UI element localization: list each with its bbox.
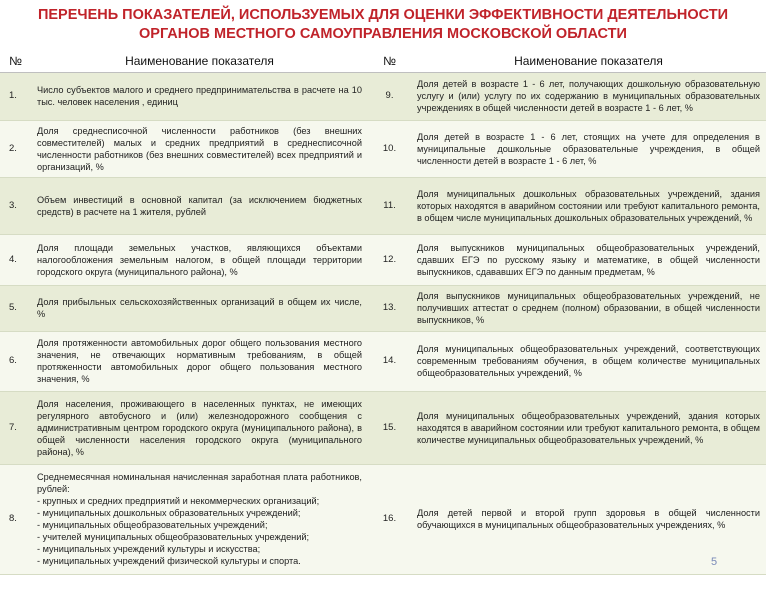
list-item: - муниципальных учреждений культуры и искусства; [37, 544, 261, 554]
row-number: 12. [368, 234, 411, 285]
row-number: 6. [0, 331, 31, 391]
list-item: - учителей муниципальных общеобразовательных учреждений; [37, 532, 310, 542]
row-number: 2. [0, 120, 31, 177]
table-row [0, 72, 766, 120]
indicator-text: Доля среднесписочной численности работников (без внешних совместителей) малых и средних предприятий в среднесписочной численности работников (без внешних совместителей) всех предприятий и организаций, % [31, 120, 368, 177]
indicator-text: Доля детей в возрасте 1 - 6 лет, стоящих на учете для определения в муниципальные дошкольные образовательные учреждения, в общей численности детей в возрасте 1 - 6 лет, % [411, 120, 766, 177]
table-row [0, 464, 766, 574]
header-name-left: Наименование показателя [31, 50, 368, 72]
table-row [0, 120, 766, 177]
row-number: 14. [368, 331, 411, 391]
indicator-text: Доля площади земельных участков, являющихся объектами налогообложения земельным налогом, в общей площади территории городского округа (муниципального района), % [31, 234, 368, 285]
indicator-text: Доля протяженности автомобильных дорог общего пользования местного значения, не отвечающих нормативным требованиям, в общей протяженности автомобильных дорог общего пользования местного значения, % [31, 331, 368, 391]
list-item: - муниципальных учреждений физической культуры и спорта. [37, 556, 301, 566]
salary-intro: Среднемесячная номинальная начисленная заработная плата работников, рублей: [37, 472, 362, 494]
indicator-text: Число субъектов малого и среднего предпринимательства в расчете на 10 тыс. человек населения , единиц [31, 72, 368, 120]
list-item: - муниципальных общеобразовательных учреждений; [37, 520, 268, 530]
table-row [0, 391, 766, 464]
table-row [0, 234, 766, 285]
indicator-text: Доля прибыльных сельскохозяйственных организаций в общем их числе, % [31, 285, 368, 331]
indicator-text: Доля муниципальных общеобразовательных учреждений, здания которых находятся в аварийном состоянии или требуют капитального ремонта, в общем количестве муниципальных общеобразовательных учреждений, % [411, 391, 766, 464]
row-number: 4. [0, 234, 31, 285]
indicator-text: Доля детей первой и второй групп здоровья в общей численности обучающихся в муниципальных общеобразовательных учреждениях, % [411, 464, 766, 574]
list-item: - муниципальных дошкольных образовательных учреждений; [37, 508, 301, 518]
table-header-row [0, 50, 766, 72]
row-number: 9. [368, 72, 411, 120]
indicator-text: Объем инвестиций в основной капитал (за исключением бюджетных средств) в расчете на 1 жителя, рублей [31, 177, 368, 234]
indicators-table [0, 50, 766, 575]
indicator-text: Доля муниципальных дошкольных образовательных учреждений, здания которых находятся в аварийном состоянии или требуют капитального ремонта, в общем числе муниципальных дошкольных образовательных учреждений, % [411, 177, 766, 234]
table-row [0, 177, 766, 234]
slide-number: 5 [711, 556, 718, 568]
header-num-right: № [368, 50, 411, 72]
row-number: 11. [368, 177, 411, 234]
title-line-1: ПЕРЕЧЕНЬ ПОКАЗАТЕЛЕЙ, ИСПОЛЬЗУЕМЫХ ДЛЯ ОЦЕНКИ ЭФФЕКТИВНОСТИ ДЕЯТЕЛЬНОСТИ [37, 7, 729, 23]
header-name-right: Наименование показателя [411, 50, 766, 72]
indicator-text: Доля муниципальных общеобразовательных учреждений, соответствующих современным требованиям обучения, в общем количестве муниципальных общеобразовательных учреждений, % [411, 331, 766, 391]
indicator-text: Доля детей в возрасте 1 - 6 лет, получающих дошкольную образовательную услугу и (или) услугу по их содержанию в муниципальных образовательных учреждениях в общей численности детей в возрасте 1 - 6 лет, % [411, 72, 766, 120]
header-num-left: № [0, 50, 31, 72]
indicator-text: Доля населения, проживающего в населенных пунктах, не имеющих регулярного автобусного и (или) железнодорожного сообщения с административным центром городского округа (муниципального района), в общей численности населения городского округа (муниципального района), % [31, 391, 368, 464]
table-row [0, 331, 766, 391]
row-number: 10. [368, 120, 411, 177]
row-number: 16. [368, 464, 411, 574]
indicator-text: Доля выпускников муниципальных общеобразовательных учреждений, сдавших ЕГЭ по русскому языку и математике, в общей численности выпускников, сдававших ЕГЭ по данным предметам, % [411, 234, 766, 285]
list-item: - крупных и средних предприятий и некоммерческих организаций; [37, 496, 320, 506]
indicator-text: Доля выпускников муниципальных общеобразовательных учреждений, не получивших аттестат о среднем (полном) образовании, в общей численности выпускников, % [411, 285, 766, 331]
row-number: 3. [0, 177, 31, 234]
row-number: 15. [368, 391, 411, 464]
row-number: 8. [0, 464, 31, 574]
row-number: 13. [368, 285, 411, 331]
title-line-2: ОРГАНОВ МЕСТНОГО САМОУПРАВЛЕНИЯ МОСКОВСКОЙ ОБЛАСТИ [139, 26, 627, 42]
row-number: 7. [0, 391, 31, 464]
page-title [0, 6, 766, 44]
row-number: 1. [0, 72, 31, 120]
table-row [0, 285, 766, 331]
salary-indicator [31, 464, 368, 574]
row-number: 5. [0, 285, 31, 331]
